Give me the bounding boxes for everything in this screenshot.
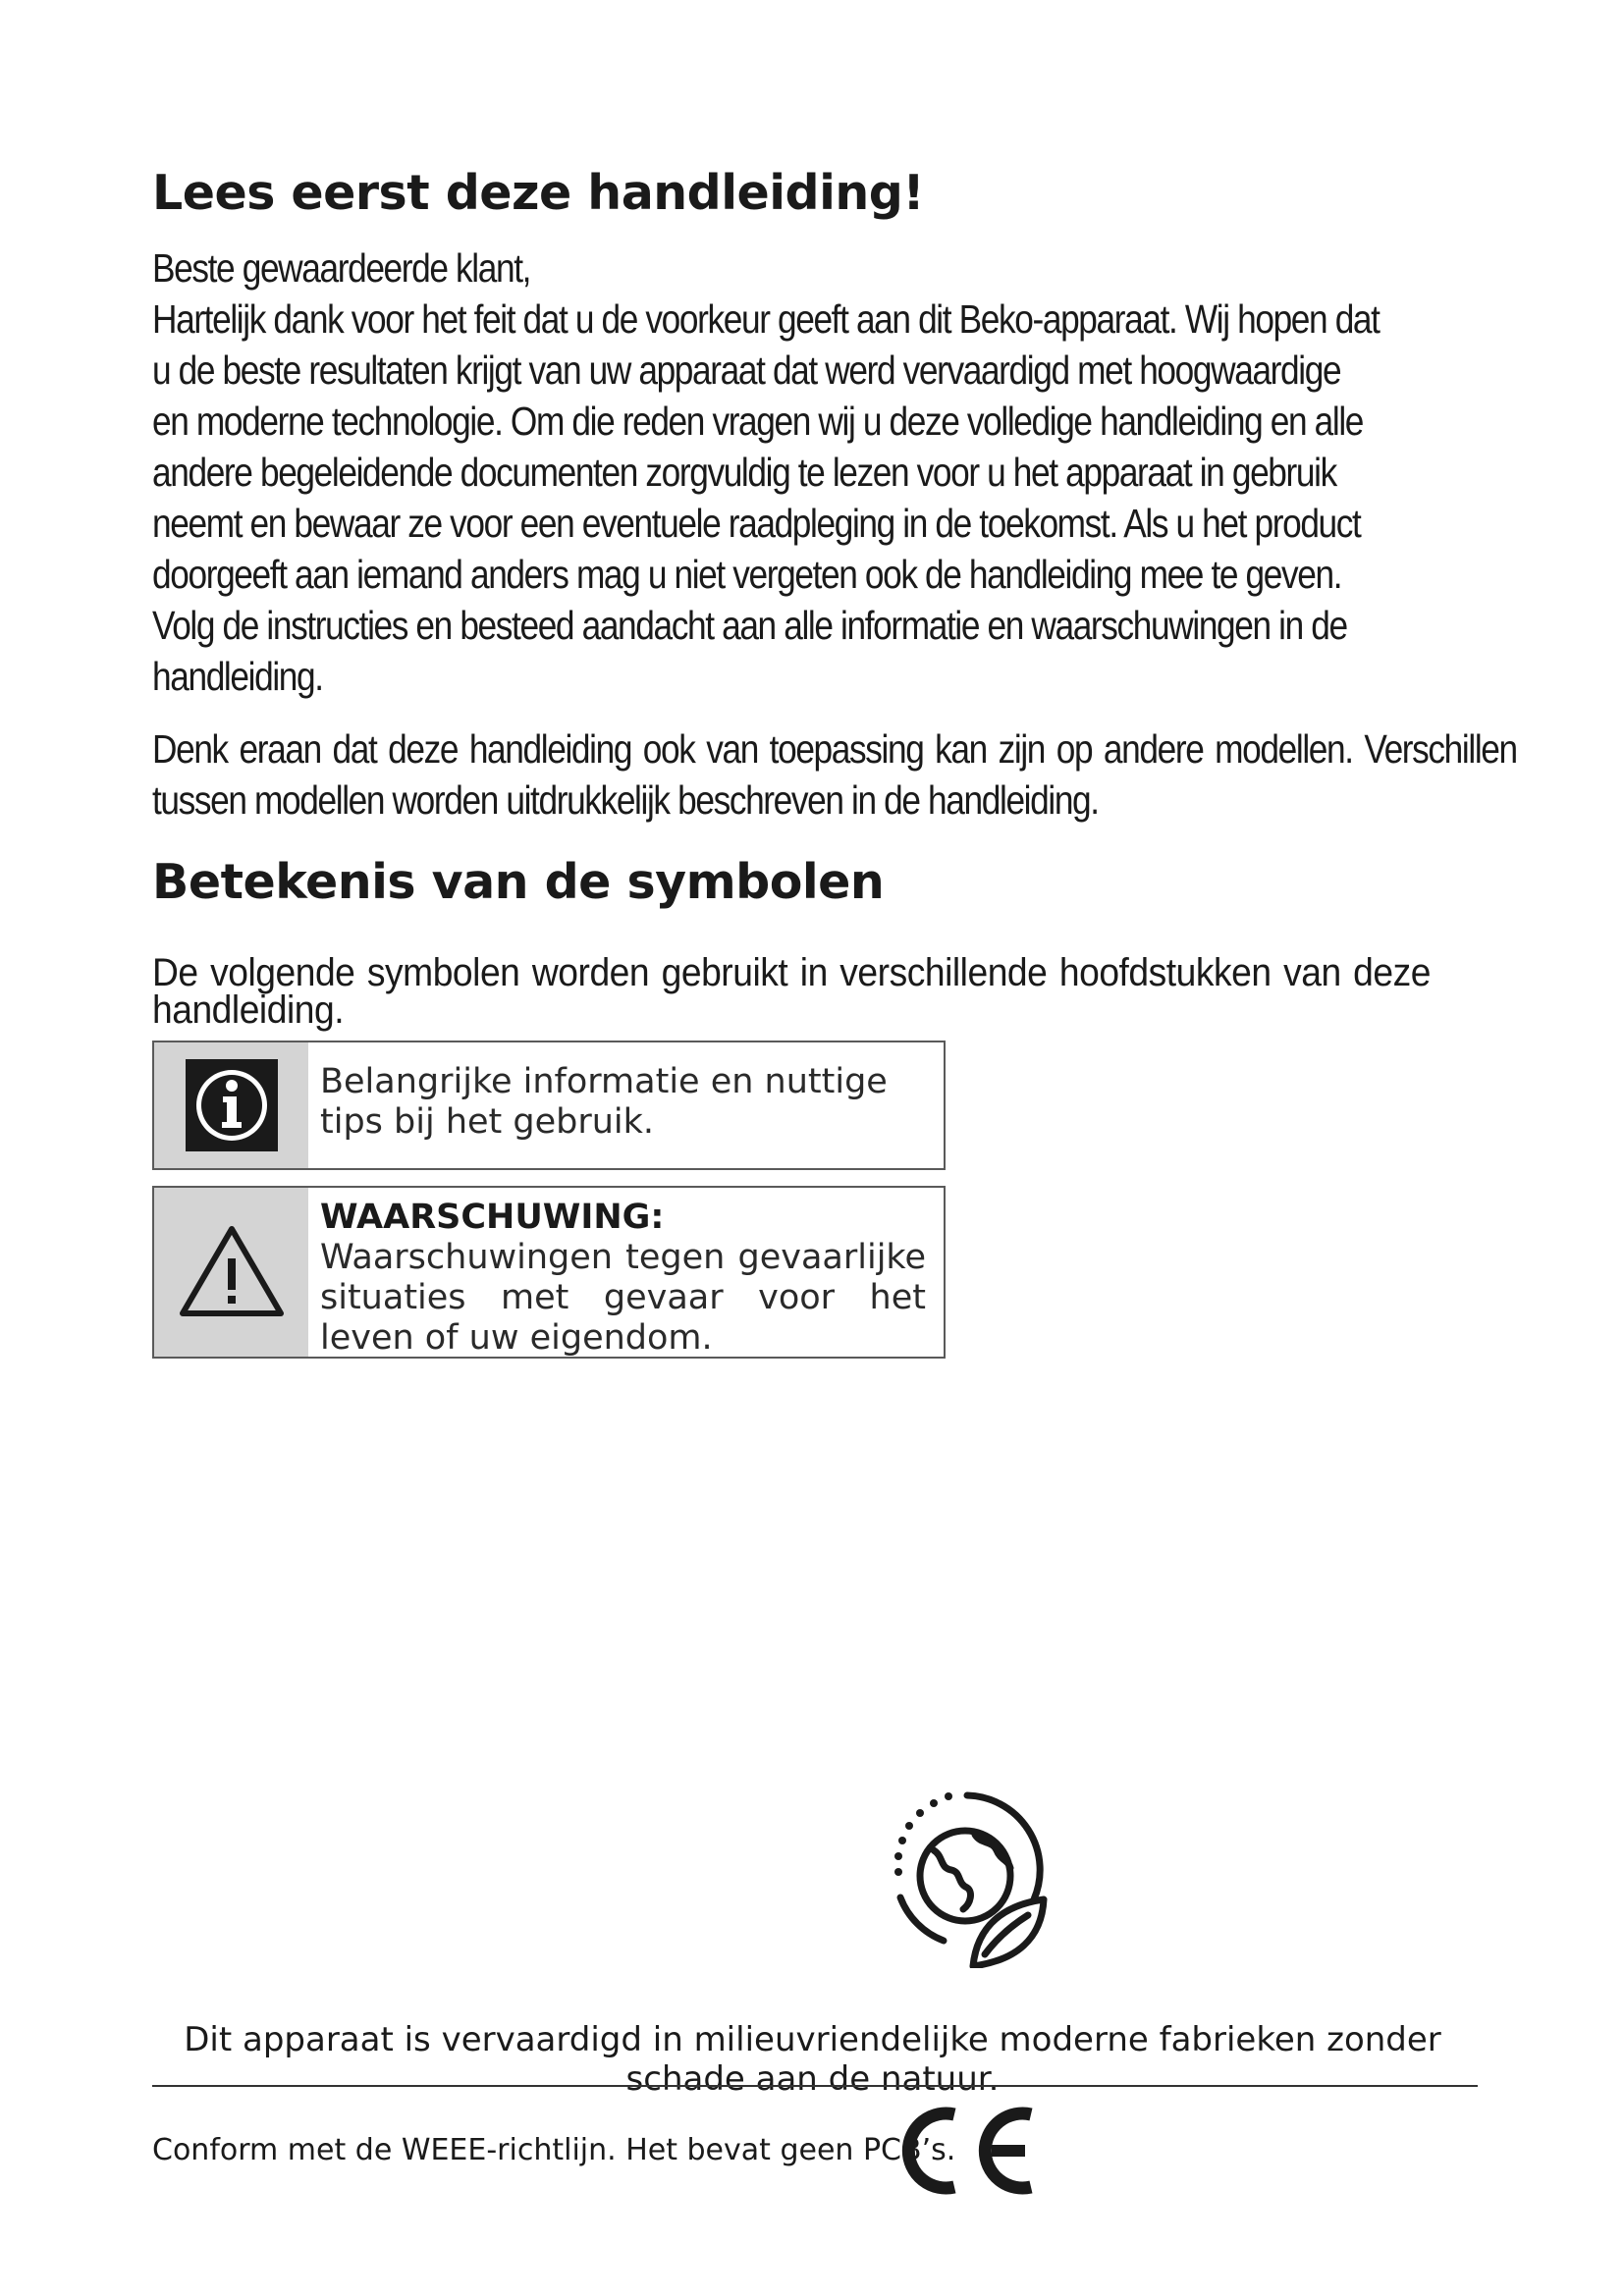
info-symbol-box — [152, 1041, 946, 1170]
warning-text: Waarschuwingen tegen gevaarlijke situaties met gevaar voor het leven of uw eigendom. — [320, 1238, 926, 1358]
warning-triangle-icon — [177, 1223, 287, 1321]
greeting: Beste gewaardeerde klant, — [152, 245, 531, 291]
weee-statement: Conform met de WEEE-richtlijn. Het bevat geen PCB’s. — [152, 2133, 956, 2167]
ce-mark-icon — [895, 2103, 1041, 2199]
intro-line: andere begeleidende documenten zorgvuldig te lezen voor u het apparaat in gebruik — [152, 450, 1336, 495]
info-description: Belangrijke informatie en nuttige tips bij het gebruik. — [320, 1062, 888, 1142]
intro-line: doorgeeft aan iemand anders mag u niet vergeten ook de handleiding mee te geven. — [152, 552, 1342, 597]
footer-divider — [152, 2085, 1478, 2087]
warning-icon-cell — [154, 1188, 308, 1357]
intro-line: Hartelijk dank voor het feit dat u de voorkeur geeft aan dit Beko-apparaat. Wij hopen dat — [152, 296, 1380, 342]
intro-line: en moderne technologie. Om die reden vragen wij u deze volledige handleiding en alle — [152, 399, 1364, 444]
warning-description — [308, 1188, 944, 1357]
intro-paragraph — [152, 294, 1624, 702]
models-note: Denk eraan dat deze handleiding ook van toepassing kan zijn op andere modellen. Verschillen tussen modellen worden uitdrukkelijk beschreven in de handleiding. — [152, 726, 1517, 823]
page-title: Lees eerst deze handleiding! — [152, 165, 925, 221]
info-icon-cell — [154, 1042, 308, 1168]
symbols-intro: De volgende symbolen worden gebruikt in verschillende hoofdstukken van deze handleiding. — [152, 951, 1431, 1032]
warning-symbol-box — [152, 1186, 946, 1359]
eco-globe-leaf-icon — [879, 1782, 1056, 1968]
section-heading-symbols: Betekenis van de symbolen — [152, 854, 885, 910]
intro-line: Volg de instructies en besteed aandacht aan alle informatie en waarschuwingen in de — [152, 603, 1347, 648]
info-icon — [186, 1059, 278, 1151]
eco-statement: Dit apparaat is vervaardigd in milieuvriendelijke moderne fabrieken zonder schade aan de natuur. — [184, 2020, 1441, 2099]
intro-line: neemt en bewaar ze voor een eventuele raadpleging in de toekomst. Als u het product — [152, 501, 1361, 546]
intro-line: u de beste resultaten krijgt van uw apparaat dat werd vervaardigd met hoogwaardige — [152, 347, 1341, 393]
intro-line: handleiding. — [152, 654, 323, 699]
warning-label: WAARSCHUWING: — [320, 1198, 665, 1237]
